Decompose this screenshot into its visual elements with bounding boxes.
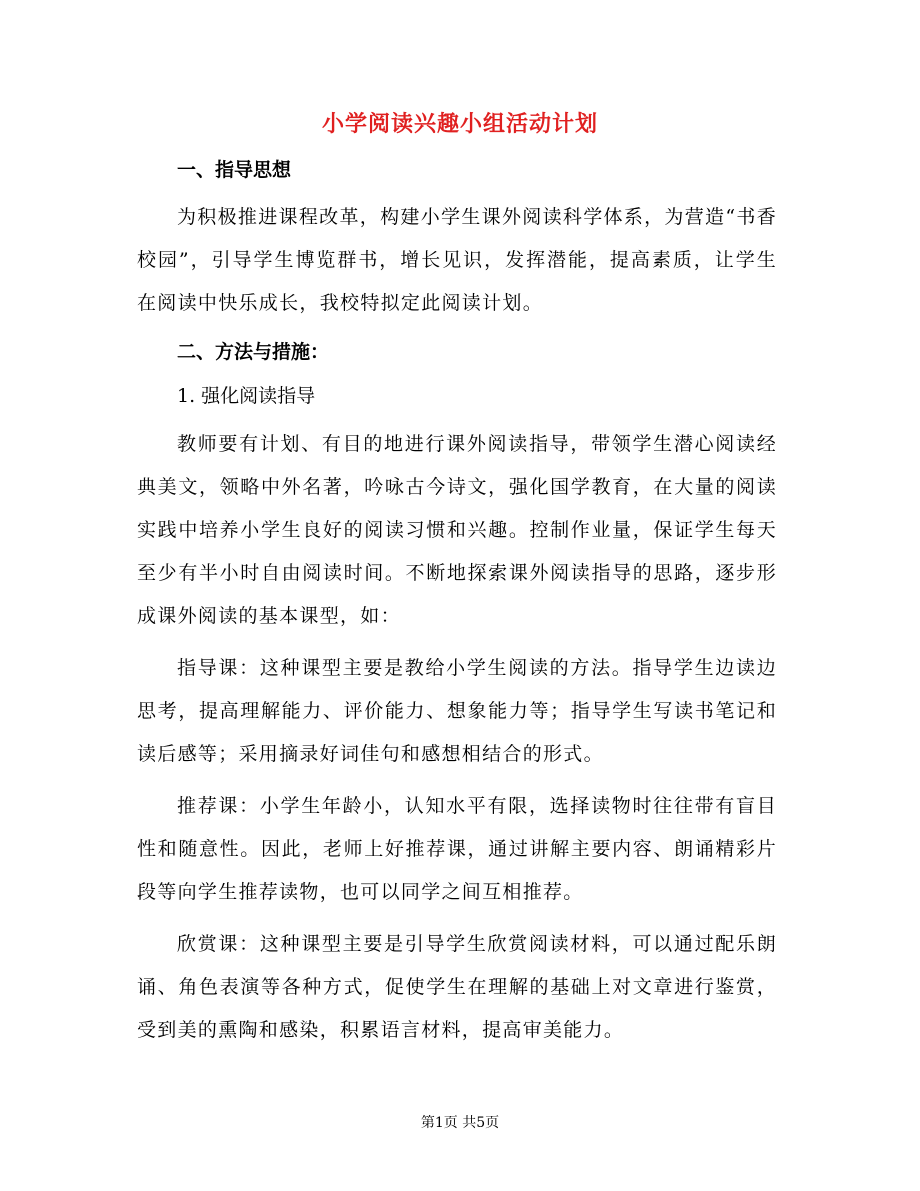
section-heading-methods: 二、方法与措施： [177, 341, 330, 363]
paragraph-reading-guidance: 教师要有计划、有目的地进行课外阅读指导，带领学生潜心阅读经典美文，领略中外名著，吟咏古今诗文，强化国学教育，在大量的阅读实践中培养小学生良好的阅读习惯和兴趣。控制作业量，保证学生每天至少有半小时自由阅读时间。不断地探索课外阅读指导的思路，逐步形成课外阅读的基本课型，如： [137, 433, 777, 627]
document-body [137, 152, 777, 1061]
page-number-footer: 第1页 共5页 [420, 1115, 500, 1131]
paragraph-guidance-class: 指导课：这种课型主要是教给小学生阅读的方法。指导学生边读边思考，提高理解能力、评价能力、想象能力等；指导学生写读书笔记和读后感等；采用摘录好词佳句和感想相结合的形式。 [137, 657, 777, 765]
subheading-reading-guidance: 1. 强化阅读指导 [177, 385, 316, 407]
paragraph-appreciation-class: 欣赏课：这种课型主要是引导学生欣赏阅读材料，可以通过配乐朗诵、角色表演等各种方式，促使学生在理解的基础上对文章进行鉴赏，受到美的熏陶和感染，积累语言材料，提高审美能力。 [137, 933, 777, 1041]
paragraph-recommendation-class: 推荐课：小学生年龄小，认知水平有限，选择读物时往往带有盲目性和随意性。因此，老师上好推荐课，通过讲解主要内容、朗诵精彩片段等向学生推荐读物，也可以同学之间互相推荐。 [137, 795, 777, 903]
document-title: 小学阅读兴趣小组活动计划 [321, 111, 598, 137]
section-heading-guiding-thought: 一、指导思想 [177, 159, 292, 181]
paragraph-guiding-thought: 为积极推进课程改革，构建小学生课外阅读科学体系，为营造“书香校园”，引导学生博览群书，增长见识，发挥潜能，提高素质，让学生在阅读中快乐成长，我校特拟定此阅读计划。 [137, 206, 777, 314]
